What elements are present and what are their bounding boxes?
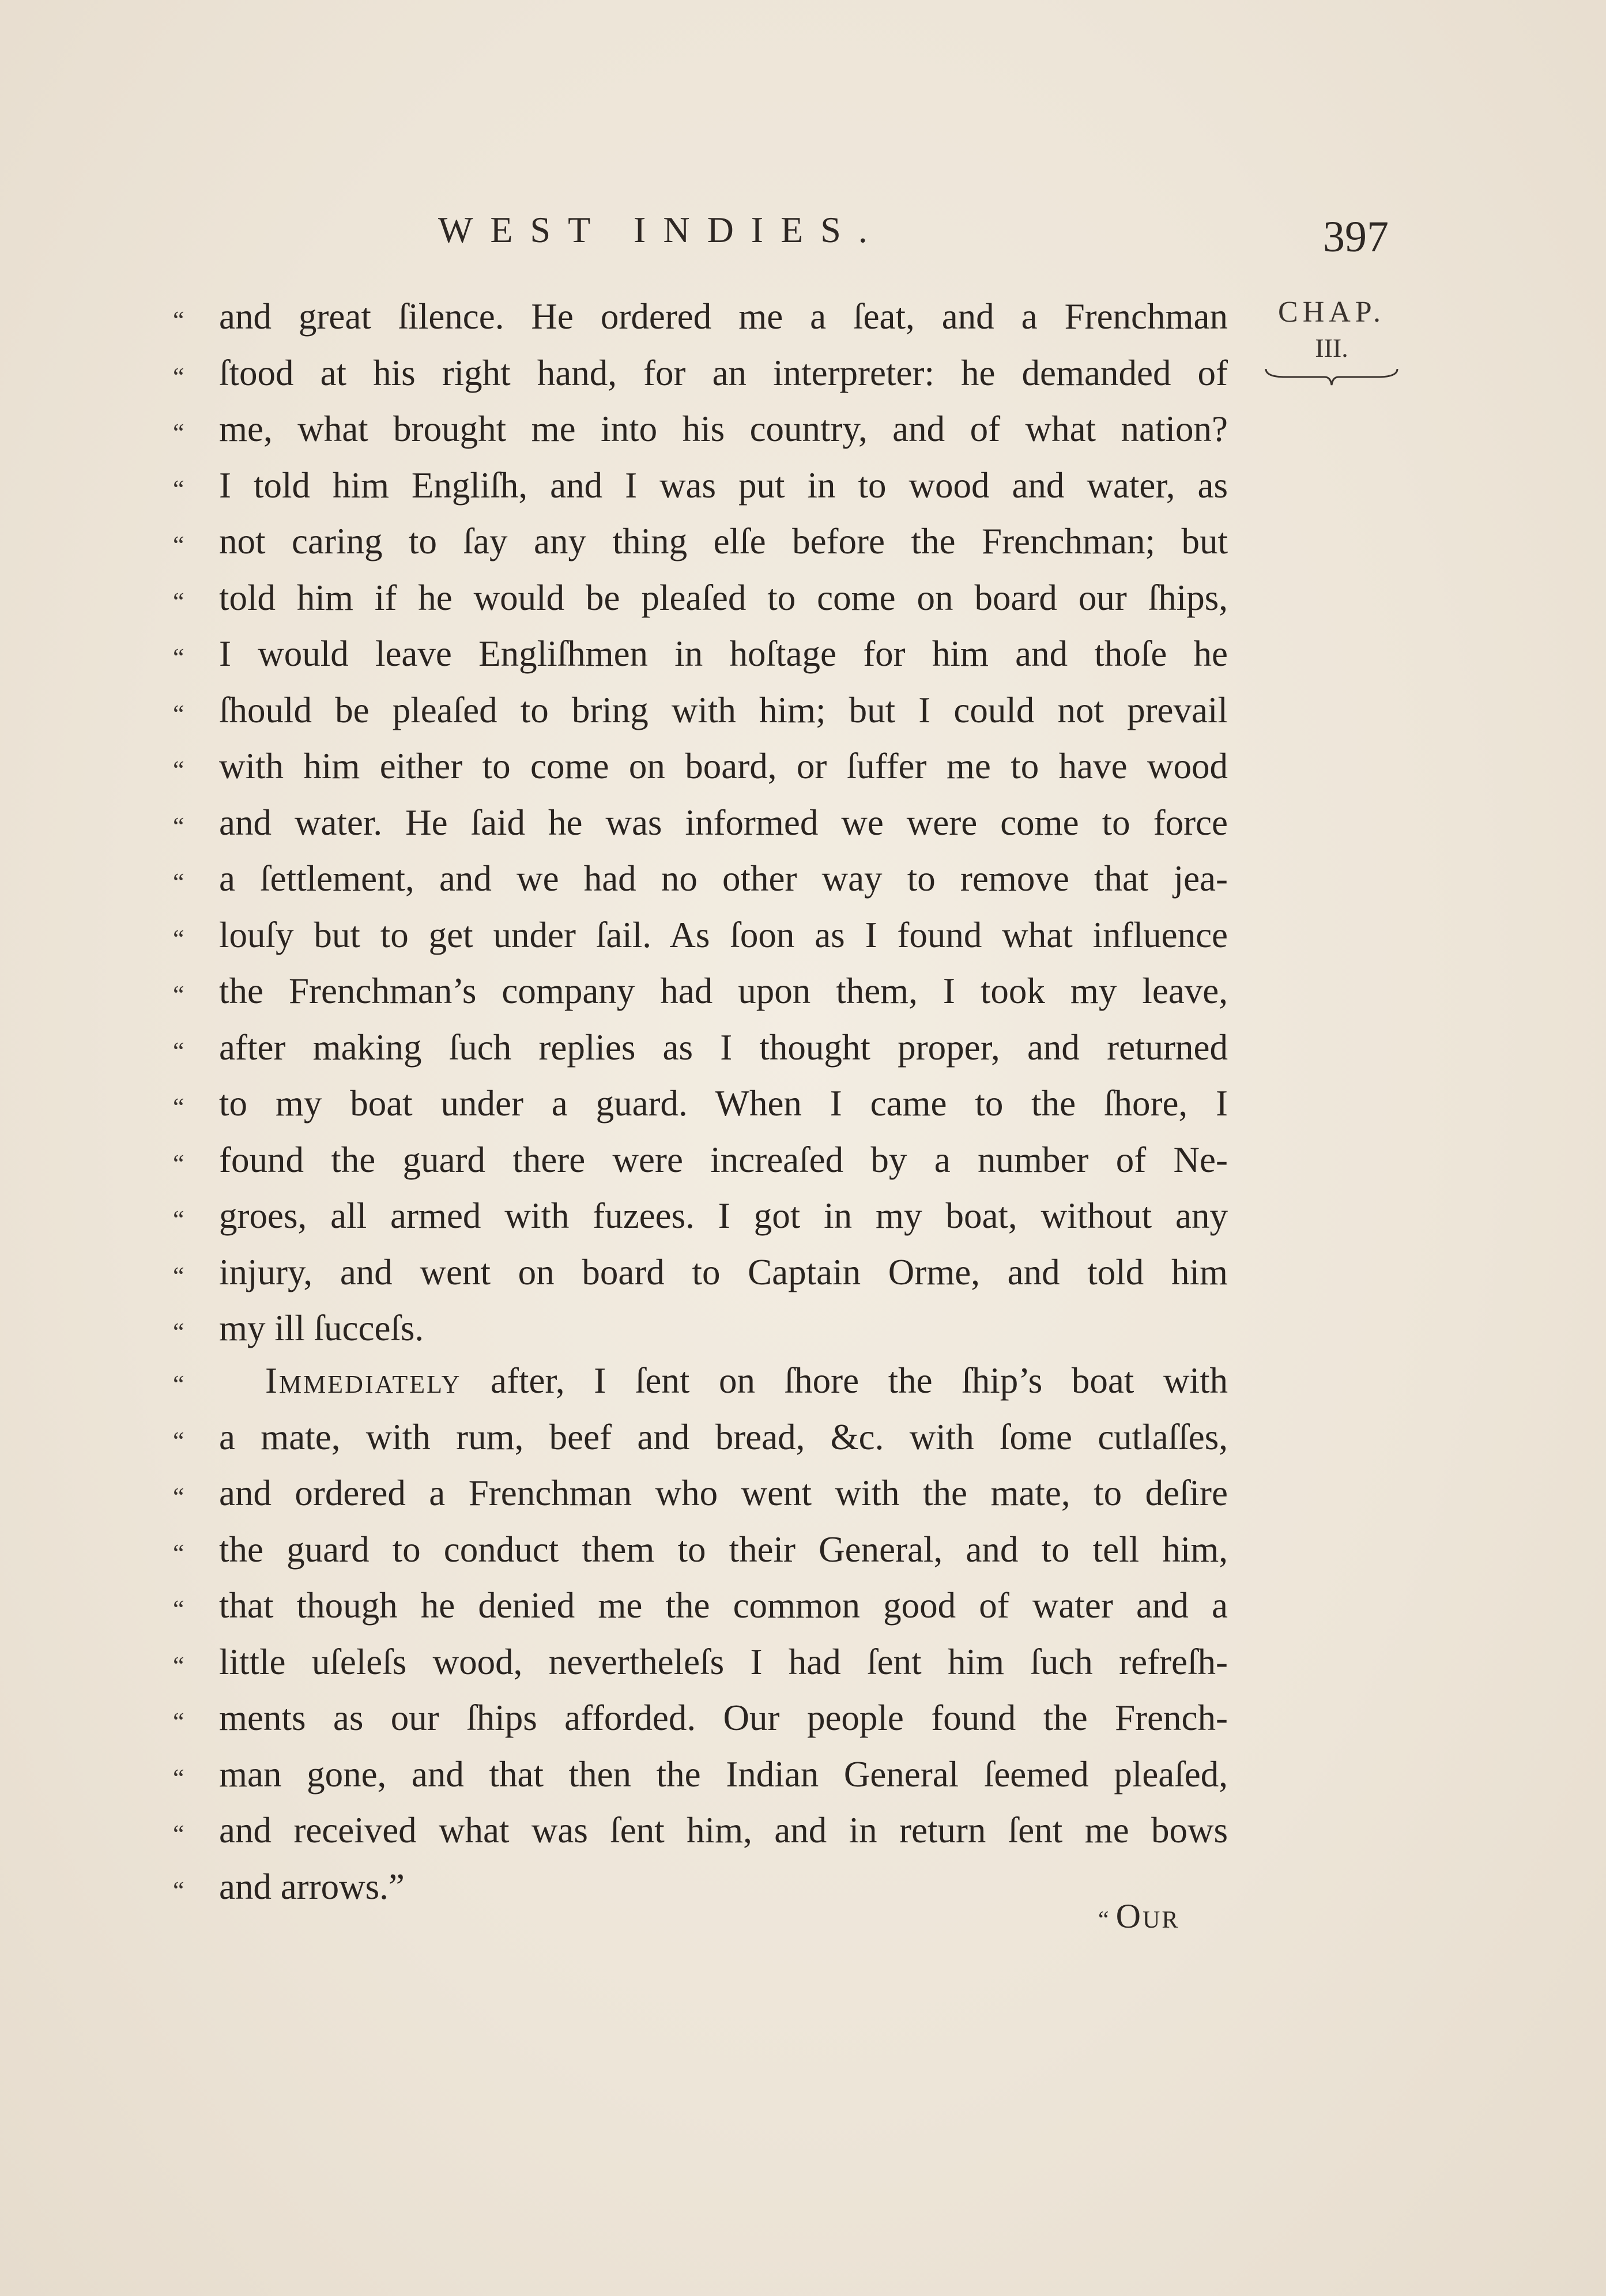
line-text: and received what was ſent him, and in return ſent me bows — [219, 1810, 1228, 1850]
text-line — [173, 459, 1228, 516]
line-text: the Frenchman’s company had upon them, I took my leave, — [219, 971, 1228, 1011]
quote-mark: “ — [173, 643, 184, 672]
text-line — [173, 1411, 1228, 1468]
brace-ornament — [1262, 365, 1401, 389]
opening-word: Immediately — [265, 1360, 462, 1401]
paragraph-2 — [173, 1355, 1228, 1917]
quote-mark: “ — [173, 981, 184, 1009]
quote-mark: “ — [173, 1036, 184, 1065]
quote-mark: “ — [173, 812, 184, 840]
quote-mark: “ — [173, 362, 184, 391]
line-text: man gone, and that then the Indian General ſeemed pleaſed, — [219, 1754, 1228, 1794]
text-line — [173, 1524, 1228, 1580]
quote-mark: “ — [173, 1763, 184, 1792]
line-text: little uſeleſs wood, nevertheleſs I had ſent him ſuch refreſh- — [219, 1641, 1228, 1682]
chapter-margin-note — [1257, 295, 1407, 389]
line-text: with him either to come on board, or ſuffer me to have wood — [219, 746, 1228, 786]
text-line — [173, 291, 1228, 347]
quote-mark: “ — [173, 1093, 184, 1121]
quote-mark: “ — [173, 306, 184, 334]
quote-mark: “ — [173, 531, 184, 559]
text-line — [173, 403, 1228, 459]
chapter-number: III. — [1315, 333, 1348, 363]
text-line — [173, 1190, 1228, 1246]
quote-mark: “ — [173, 1261, 184, 1290]
line-text: a ſettlement, and we had no other way to remove that jea- — [219, 858, 1228, 899]
quote-mark: “ — [173, 868, 184, 896]
line-text: and water. He ſaid he was informed we were come to force — [219, 802, 1228, 843]
text-line — [173, 1302, 1228, 1359]
line-text: ſtood at his right hand, for an interpreter: he demanded of — [219, 352, 1228, 393]
text-line — [173, 853, 1228, 909]
chapter-label: CHAP. — [1278, 296, 1385, 329]
quote-mark: “ — [173, 1426, 184, 1455]
line-text: ſhould be pleaſed to bring with him; but I could not prevail — [219, 689, 1228, 730]
line-text: the guard to conduct them to their General, and to tell him, — [219, 1529, 1228, 1570]
text-line — [173, 1579, 1228, 1636]
page-number: 397 — [1323, 213, 1389, 261]
quote-mark: “ — [173, 587, 184, 616]
text-line — [173, 1748, 1228, 1805]
quote-mark: “ — [173, 419, 184, 447]
line-text: and great ſilence. He ordered me a ſeat, and a Frenchman — [219, 296, 1228, 337]
line-text: not caring to ſay any thing elſe before the Frenchman; but — [219, 521, 1228, 561]
line-text: groes, all armed with fuzees. I got in my boat, without any — [219, 1196, 1228, 1236]
line-text: to my boat under a guard. When I came to the ſhore, I — [219, 1083, 1228, 1124]
quote-mark: “ — [173, 474, 184, 503]
text-line — [173, 628, 1228, 684]
text-line — [173, 347, 1228, 404]
text-line — [173, 909, 1228, 966]
quote-mark: “ — [173, 1149, 184, 1178]
quote-mark: “ — [173, 1370, 184, 1398]
text-line — [173, 1692, 1228, 1748]
quote-mark: “ — [173, 1539, 184, 1567]
text-line — [173, 1636, 1228, 1692]
quote-mark: “ — [173, 1205, 184, 1234]
text-line — [173, 684, 1228, 741]
line-text: louſy but to get under ſail. As ſoon as I found what influence — [219, 914, 1228, 955]
line-text: found the guard there were increaſed by a number of Ne- — [219, 1139, 1228, 1180]
first-line-rest: after, I ſent on ſhore the ſhip’s boat with — [461, 1360, 1228, 1401]
quote-mark: “ — [173, 1876, 184, 1905]
line-text: and ordered a Frenchman who went with the mate, to deſire — [219, 1473, 1228, 1513]
text-line — [173, 1861, 1228, 1917]
line-text: and arrows.” — [219, 1866, 405, 1907]
line-text: that though he denied me the common good of water and a — [219, 1585, 1228, 1626]
text-line — [173, 1021, 1228, 1078]
quote-mark: “ — [173, 756, 184, 784]
text-line — [173, 797, 1228, 853]
line-text: injury, and went on board to Captain Orme, and told him — [219, 1251, 1228, 1292]
text-line — [173, 1077, 1228, 1134]
line-text: me, what brought me into his country, and of what nation? — [219, 409, 1228, 449]
quote-mark: “ — [173, 1707, 184, 1736]
running-title: WEST INDIES. — [438, 209, 885, 250]
quote-mark: “ — [173, 1651, 184, 1680]
quote-mark: “ — [173, 699, 184, 728]
text-line — [173, 1804, 1228, 1861]
text-line — [173, 1134, 1228, 1190]
line-text — [219, 1355, 1228, 1407]
line-text: I told him Engliſh, and I was put in to wood and water, as — [219, 465, 1228, 506]
text-line — [173, 1246, 1228, 1303]
quote-mark: “ — [173, 1318, 184, 1346]
text-line — [173, 740, 1228, 797]
line-text: told him if he would be pleaſed to come on board our ſhips, — [219, 577, 1228, 618]
quote-mark: “ — [173, 1820, 184, 1848]
line-text: ments as our ſhips afforded. Our people found the French- — [219, 1698, 1228, 1738]
text-line — [173, 572, 1228, 628]
quote-mark: “ — [173, 1595, 184, 1623]
line-text: after making ſuch replies as I thought proper, and returned — [219, 1027, 1228, 1068]
quote-mark: “ — [1098, 1907, 1109, 1933]
catchword — [1098, 1897, 1179, 1936]
line-text: I would leave Engliſhmen in hoſtage for him and thoſe he — [219, 634, 1228, 674]
text-line — [173, 1467, 1228, 1524]
catchword-text: Our — [1115, 1897, 1180, 1935]
quote-mark: “ — [173, 1483, 184, 1511]
line-text: a mate, with rum, beef and bread, &c. with ſome cutlaſſes, — [219, 1416, 1228, 1457]
text-line — [173, 515, 1228, 572]
paragraph-1 — [173, 291, 1228, 1359]
text-line — [173, 965, 1228, 1021]
text-line — [173, 1355, 1228, 1411]
line-text: my ill ſucceſs. — [219, 1308, 424, 1348]
quote-mark: “ — [173, 924, 184, 953]
